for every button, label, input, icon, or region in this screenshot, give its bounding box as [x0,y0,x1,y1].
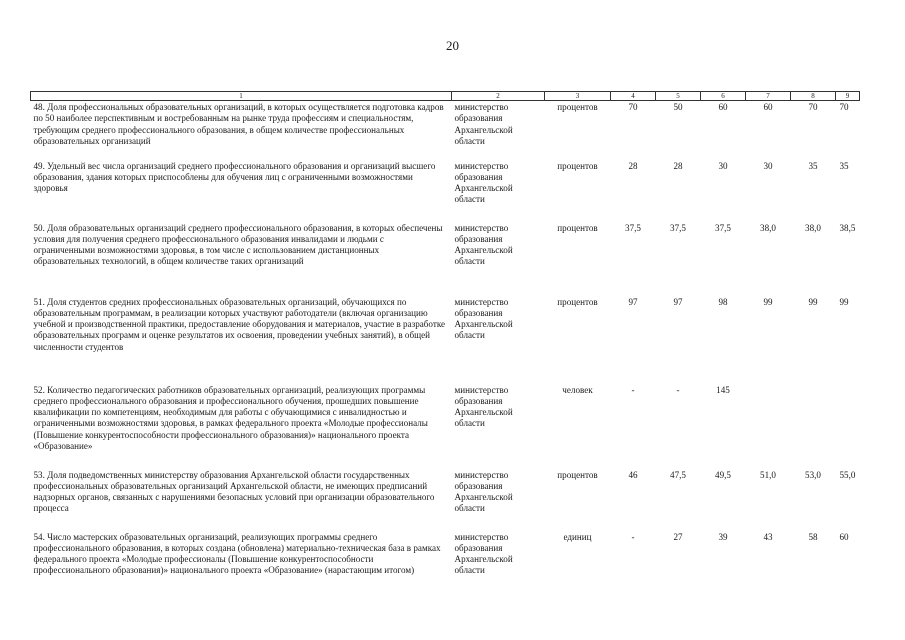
table-row [31,101,860,160]
value-cell: 35 [839,160,849,171]
value-cell: 70 [628,102,638,112]
responsible-body: министерство образования Архангельской области [454,222,513,267]
column-number-row [31,92,860,101]
value-cell: 50 [673,102,683,112]
value-cell: 38,0 [760,222,776,233]
value-cell: 98 [718,296,728,307]
indicator-name: 49. Удельный вес числа организаций среднего профессионального образования и организаций высшего образования, здания которых приспособлены для обучения лиц с ограниченными возможностями здоровья [33,160,436,194]
value-cell: 99 [808,296,818,307]
unit-of-measure: процентов [557,160,598,171]
value-cell: 30 [718,160,728,171]
column-number: 3 [545,92,611,101]
value-cell: 37,5 [715,222,731,233]
value-cell: 97 [628,296,638,307]
responsible-body: министерство образования Архангельской области [454,102,513,146]
value-cell: - [676,384,680,395]
column-number: 8 [791,92,836,101]
responsible-body: министерство образования Архангельской области [454,384,513,429]
unit-of-measure: процентов [557,222,598,233]
responsible-body: министерство образования Архангельской области [454,469,513,514]
value-cell: 38,0 [805,222,821,233]
value-cell: 51,0 [760,469,776,480]
responsible-body: министерство образования Архангельской области [454,531,513,576]
value-cell: 28 [628,160,638,171]
value-cell: 30 [763,160,773,171]
value-cell [791,384,836,469]
value-cell: 43 [763,531,773,542]
indicator-name: 50. Доля образовательных организаций среднего профессионального образования, в которых обеспечены условия для получения среднего профессионального образования инвалидами и людьми с ограниченными возможностями здоровья, в том числе с использованием дистанционных образовательных технологий, в общем количестве таких организаций [33,222,443,267]
value-cell: 145 [716,384,730,395]
column-number: 6 [701,92,746,101]
value-cell: 97 [673,296,683,307]
value-cell: 55,0 [839,469,856,480]
value-cell: 27 [673,531,683,542]
table-row [31,296,860,384]
value-cell: 38,5 [839,222,856,233]
indicator-name: 51. Доля студентов средних профессиональных образовательных организаций, обучающихся по образовательным программам, в реализации которых участвуют работодатели (включая организацию учебной и производственной практики, предоставление оборудования и материалов, участие в разработке образовательных программ и оценке результатов их освоения, проведении учебных занятий), в общей численности студентов [33,296,446,352]
table-row [31,531,860,591]
indicator-name: 53. Доля подведомственных министерству образования Архангельской области государственных профессиональных образовательных организаций Архангельской области, не имеющих предписаний надзорных органов, связанных с нарушениями безопасных условий при организации образовательного процесса [33,469,435,514]
indicators-table [30,91,860,591]
value-cell: 47,5 [670,469,686,480]
unit-of-measure: процентов [557,296,598,307]
value-cell: 37,5 [670,222,686,233]
column-number: 7 [746,92,791,101]
value-cell: 37,5 [625,222,641,233]
page-number: 20 [446,38,459,53]
value-cell: 99 [839,296,849,307]
value-cell: 46 [628,469,638,480]
value-cell: 39 [718,531,728,542]
value-cell: 70 [808,102,818,112]
value-cell: 58 [808,531,818,542]
value-cell: 49,5 [715,469,731,480]
column-number: 2 [452,92,545,101]
value-cell: 99 [763,296,773,307]
value-cell: 53,0 [805,469,821,480]
value-cell: - [631,384,635,395]
value-cell [746,384,791,469]
responsible-body: министерство образования Архангельской области [454,160,513,205]
responsible-body: министерство образования Архангельской области [454,296,513,341]
unit-of-measure: процентов [557,469,598,480]
column-number: 9 [836,92,860,101]
column-number: 1 [31,92,452,101]
value-cell: 60 [839,531,849,542]
value-cell: - [631,531,635,542]
column-number: 4 [611,92,656,101]
table-row [31,222,860,296]
value-cell: 60 [718,102,728,112]
unit-of-measure: процентов [557,102,598,112]
table-row [31,469,860,531]
value-cell: 35 [808,160,818,171]
value-cell [836,384,860,469]
column-number: 5 [656,92,701,101]
indicator-name: 54. Число мастерских образовательных организаций, реализующих программы среднего профессионального образования, в которых создана (обновлена) материально-техническая база в рамках федерального проекта «Молодые профессионалы (Повышение конкурентоспособности профессионального образования)» национального проекта «Образование» (нарастающим итогом) [33,531,441,576]
unit-of-measure: единиц [563,531,592,542]
value-cell: 70 [839,102,849,112]
value-cell: 28 [673,160,683,171]
indicator-name: 48. Доля профессиональных образовательных организаций, в которых осуществляется подготовка кадров по 50 наиболее перспективным и востребованным на рынке труда профессиям и специальностям, требующим среднего профессионального образования, в общем количестве профессиональных образовательных организаций [33,102,444,146]
unit-of-measure: человек [562,384,593,395]
table-row [31,384,860,469]
value-cell: 60 [763,102,773,112]
indicator-name: 52. Количество педагогических работников образовательных организаций, реализующих программы среднего профессионального образования и профессионального обучения, прошедших повышение квалификации по компетенциям, необходимым для работы с обучающимися с инвалидностью и ограниченными возможностями здоровья, в рамках федерального проекта «Молодые профессионалы (Повышение конкурентоспособности профессионального образования)» национального проекта «Образование» [33,384,428,451]
table-row [31,160,860,222]
